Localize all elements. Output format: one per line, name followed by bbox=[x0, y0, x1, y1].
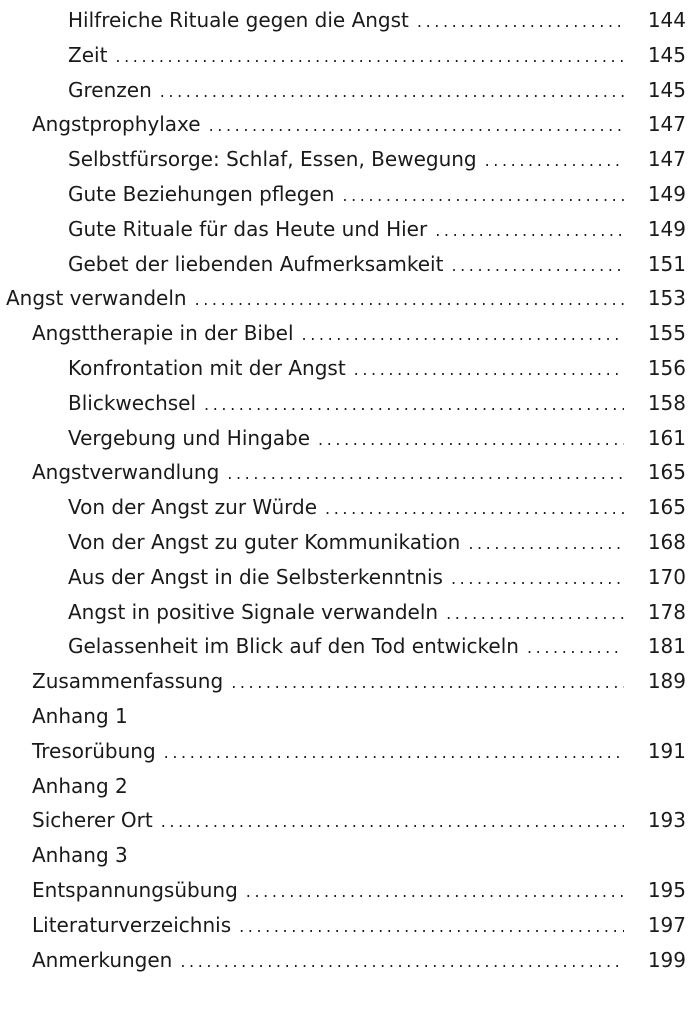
toc-entry-title: Gute Rituale für das Heute und Hier bbox=[68, 216, 428, 241]
dot-leader bbox=[302, 318, 624, 352]
toc-entry-page-number: 149 bbox=[647, 182, 686, 206]
toc-entry bbox=[0, 873, 686, 907]
toc-entry bbox=[0, 664, 686, 698]
dot-leader bbox=[195, 283, 624, 317]
toc-entry-page-number: 165 bbox=[647, 460, 686, 485]
dot-leader bbox=[342, 179, 624, 213]
toc-entry-page-number: 193 bbox=[647, 808, 686, 833]
toc-entry-title: Konfrontation mit der Angst bbox=[68, 356, 346, 380]
toc-entry bbox=[0, 490, 686, 524]
dot-leader bbox=[417, 5, 624, 39]
toc-entry bbox=[0, 421, 686, 455]
toc-entry bbox=[0, 351, 686, 385]
toc-entry bbox=[0, 699, 686, 733]
dot-leader bbox=[451, 562, 624, 596]
toc-entry-title: Anhang 2 bbox=[32, 773, 128, 798]
toc-entry-title: Anhang 3 bbox=[32, 843, 128, 868]
toc-entry-title: Gute Beziehungen pflegen bbox=[68, 182, 335, 206]
dot-leader bbox=[451, 249, 624, 283]
toc-entry-title: Anmerkungen bbox=[32, 947, 173, 972]
toc-entry-page-number: 145 bbox=[647, 42, 686, 67]
toc-entry bbox=[0, 73, 686, 107]
dot-leader bbox=[204, 388, 624, 422]
toc-entry-page-number: 158 bbox=[647, 390, 686, 415]
toc-entry-page-number: 195 bbox=[647, 878, 686, 902]
toc-entry-page-number: 156 bbox=[647, 356, 686, 380]
toc-entry-page-number: 151 bbox=[647, 251, 686, 276]
toc-entry bbox=[0, 247, 686, 281]
dot-leader bbox=[164, 736, 624, 770]
toc-entry-title: Gebet der liebenden Aufmerksamkeit bbox=[68, 251, 444, 276]
dot-leader bbox=[325, 492, 624, 526]
toc-entry-title: Von der Angst zu guter Kommunikation bbox=[68, 530, 461, 554]
toc-entry-title: Tresorübung bbox=[32, 738, 156, 763]
toc-entry-title: Angst verwandeln bbox=[6, 286, 187, 311]
toc-entry bbox=[0, 769, 686, 803]
toc-entry bbox=[0, 3, 686, 37]
toc-entry bbox=[0, 316, 686, 350]
toc-entry bbox=[0, 525, 686, 559]
toc-entry bbox=[0, 281, 686, 315]
toc-entry-title: Sicherer Ort bbox=[32, 808, 153, 833]
toc-entry-page-number: 191 bbox=[647, 738, 686, 763]
toc-entry-title: Hilfreiche Rituale gegen die Angst bbox=[68, 8, 409, 32]
dot-leader bbox=[318, 423, 624, 457]
dot-leader bbox=[160, 75, 624, 109]
toc-entry-title: Von der Angst zur Würde bbox=[68, 495, 318, 520]
dot-leader bbox=[231, 666, 624, 700]
toc-entry-title: Literaturverzeichnis bbox=[32, 912, 232, 937]
toc-entry bbox=[0, 943, 686, 977]
toc-entry-page-number: 147 bbox=[647, 147, 686, 172]
dot-leader bbox=[468, 527, 624, 561]
toc-entry-page-number: 153 bbox=[647, 286, 686, 311]
toc-entry-title: Entspannungsübung bbox=[32, 878, 238, 902]
toc-entry-page-number: 168 bbox=[647, 530, 686, 554]
toc-entry-title: Angst in positive Signale verwandeln bbox=[68, 599, 439, 624]
toc-entry-page-number: 197 bbox=[647, 912, 686, 937]
toc-entry-page-number: 155 bbox=[647, 321, 686, 346]
toc-entry-title: Zeit bbox=[68, 42, 108, 67]
toc-entry-title: Angstverwandlung bbox=[32, 460, 220, 485]
toc-entry-title: Gelassenheit im Blick auf den Tod entwickeln bbox=[68, 634, 519, 659]
toc-entry-title: Selbstfürsorge: Schlaf, Essen, Bewegung bbox=[68, 147, 477, 172]
toc-entry-title: Grenzen bbox=[68, 77, 152, 102]
toc-entry bbox=[0, 838, 686, 872]
toc-entry bbox=[0, 734, 686, 768]
toc-entry-page-number: 165 bbox=[647, 495, 686, 520]
dot-leader bbox=[115, 40, 624, 74]
toc-entry bbox=[0, 908, 686, 942]
toc-entry-title: Vergebung und Hingabe bbox=[68, 425, 311, 450]
toc-entry bbox=[0, 560, 686, 594]
dot-leader bbox=[239, 910, 624, 944]
toc-entry-page-number: 199 bbox=[647, 947, 686, 972]
toc-entry-title: Aus der Angst in die Selbsterkenntnis bbox=[68, 564, 443, 589]
toc-entry-page-number: 145 bbox=[647, 77, 686, 102]
dot-leader bbox=[435, 214, 624, 248]
toc-entry bbox=[0, 455, 686, 489]
toc-entry-title: Angstprophylaxe bbox=[32, 112, 201, 137]
toc-entry-page-number: 161 bbox=[647, 425, 686, 450]
toc-entry bbox=[0, 142, 686, 176]
dot-leader bbox=[485, 144, 624, 178]
toc-entry-title: Zusammenfassung bbox=[32, 669, 224, 694]
toc-entry bbox=[0, 629, 686, 663]
toc-entry-title: Angsttherapie in der Bibel bbox=[32, 321, 294, 346]
dot-leader bbox=[246, 875, 624, 909]
dot-leader bbox=[446, 597, 624, 631]
dot-leader bbox=[209, 109, 624, 143]
toc-entry bbox=[0, 212, 686, 246]
toc-entry bbox=[0, 595, 686, 629]
dot-leader bbox=[527, 631, 624, 665]
toc-entry bbox=[0, 107, 686, 141]
toc-entry-page-number: 149 bbox=[647, 216, 686, 241]
dot-leader bbox=[180, 945, 624, 979]
toc-entry bbox=[0, 177, 686, 211]
dot-leader bbox=[354, 353, 624, 387]
toc-entry-title: Anhang 1 bbox=[32, 704, 128, 728]
toc-entry-page-number: 178 bbox=[647, 599, 686, 624]
toc-entry-title: Blickwechsel bbox=[68, 390, 197, 415]
toc-entry-page-number: 170 bbox=[647, 564, 686, 589]
dot-leader bbox=[227, 457, 624, 491]
toc-entry-page-number: 147 bbox=[647, 112, 686, 137]
toc-entry bbox=[0, 38, 686, 72]
toc-entry-page-number: 144 bbox=[647, 8, 686, 32]
toc-entry bbox=[0, 386, 686, 420]
toc-entry-page-number: 181 bbox=[647, 634, 686, 659]
dot-leader bbox=[161, 805, 624, 839]
toc-entry bbox=[0, 803, 686, 837]
toc-entry-page-number: 189 bbox=[647, 669, 686, 694]
